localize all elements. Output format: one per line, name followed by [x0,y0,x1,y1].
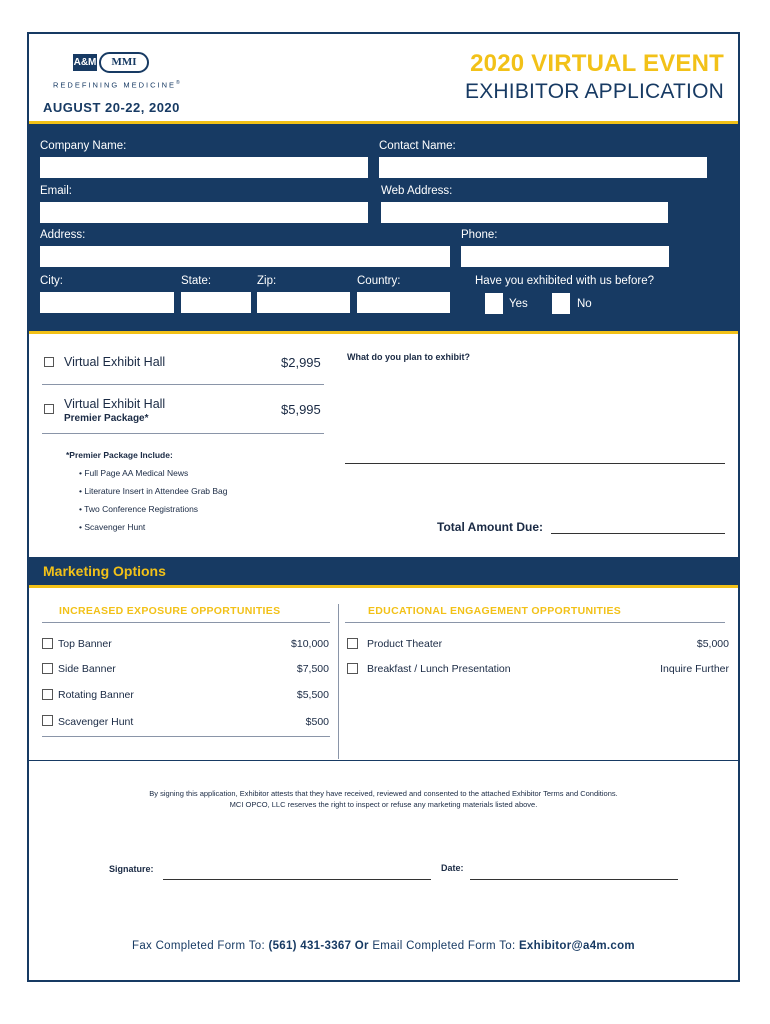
product-theater-checkbox[interactable] [347,638,358,649]
submission-instructions [29,940,738,952]
package-checkbox-premier[interactable] [44,404,54,414]
yes-checkbox[interactable] [485,293,503,314]
date-label: Date: [441,863,464,873]
country-label: Country: [357,275,401,287]
package-name-standard: Virtual Exhibit Hall [64,355,166,369]
exhibit-answer-line[interactable] [345,463,725,464]
divider [42,622,330,623]
marketing-options-title: Marketing Options [43,563,166,579]
rotating-banner-price: $5,500 [296,689,329,701]
email-link[interactable]: Exhibitor@a4m.com [518,940,635,952]
divider [42,433,324,434]
tagline-text: REDEFINING MEDICINE [53,80,177,90]
yes-label: Yes [509,298,528,310]
premier-item: • Literature Insert in Attendee Grab Bag [79,486,228,496]
product-theater-label: Product Theater [367,638,443,650]
web-address-field[interactable] [381,202,668,223]
package-name-premier: Virtual Exhibit Hall [64,397,166,411]
premier-item: • Full Page AA Medical News [79,468,189,478]
company-name-label: Company Name: [40,140,127,152]
column-divider [338,604,339,759]
fax-number: (561) 431-3367 [268,940,352,952]
registered-mark: ® [176,80,180,86]
package-price-premier: $5,995 [281,402,321,417]
fax-prefix: Fax Completed Form To: [132,940,265,952]
city-label: City: [40,275,63,287]
divider [42,384,324,385]
legal-line-1: By signing this application, Exhibitor attests that they have received, reviewed and consented to the attached Exhibitor Terms and Conditions. [149,789,618,798]
company-name-field[interactable] [40,157,368,178]
city-field[interactable] [40,292,174,313]
phone-label: Phone: [461,229,498,241]
or-text: Or [354,940,369,952]
exhibited-question: Have you exhibited with us before? [475,275,654,287]
side-banner-label: Side Banner [58,663,116,675]
premier-includes-heading: *Premier Package Include: [66,450,173,460]
scavenger-hunt-label: Scavenger Hunt [58,716,134,728]
web-address-label: Web Address: [381,185,453,197]
zip-field[interactable] [257,292,350,313]
country-field[interactable] [357,292,450,313]
side-banner-price: $7,500 [296,663,329,675]
address-field[interactable] [40,246,450,267]
package-checkbox-standard[interactable] [44,357,54,367]
event-title: 2020 VIRTUAL EVENT [470,50,724,77]
top-banner-label: Top Banner [58,638,112,650]
legal-line-2: MCI OPCO, LLC reserves the right to inspect or refuse any marketing materials listed above. [229,800,538,809]
contact-name-label: Contact Name: [379,140,456,152]
breakfast-lunch-checkbox[interactable] [347,663,358,674]
contact-section [29,121,738,334]
date-line[interactable] [470,879,678,880]
event-dates: AUGUST 20-22, 2020 [43,100,180,115]
top-banner-checkbox[interactable] [42,638,53,649]
scavenger-hunt-checkbox[interactable] [42,715,53,726]
rotating-banner-label: Rotating Banner [58,689,134,701]
mmi-logo: MMI [99,52,149,73]
tagline [53,80,180,90]
marketing-header-band [29,557,738,588]
package-subtitle-premier: Premier Package* [64,413,149,424]
divider [345,622,725,623]
application-form [27,32,740,982]
a4m-logo: A&M [73,54,97,71]
total-amount-line[interactable] [551,533,725,534]
email-prefix: Email Completed Form To: [372,940,516,952]
zip-label: Zip: [257,275,277,287]
contact-name-field[interactable] [379,157,707,178]
side-banner-checkbox[interactable] [42,663,53,674]
signature-label: Signature: [109,864,154,874]
state-label: State: [181,275,212,287]
premier-item: • Two Conference Registrations [79,504,199,514]
top-banner-price: $10,000 [291,638,329,650]
address-label: Address: [40,229,86,241]
increased-exposure-heading: INCREASED EXPOSURE OPPORTUNITIES [59,605,281,617]
exhibit-question: What do you plan to exhibit? [347,352,470,362]
package-price-standard: $2,995 [281,355,321,370]
no-checkbox[interactable] [552,293,570,314]
email-field[interactable] [40,202,368,223]
divider [42,736,330,737]
state-field[interactable] [181,292,251,313]
product-theater-price: $5,000 [696,638,729,650]
breakfast-lunch-label: Breakfast / Lunch Presentation [367,663,511,675]
signature-line[interactable] [163,879,431,880]
total-amount-label: Total Amount Due: [437,520,543,534]
phone-field[interactable] [461,246,669,267]
rotating-banner-checkbox[interactable] [42,689,53,700]
educational-engagement-heading: EDUCATIONAL ENGAGEMENT OPPORTUNITIES [368,605,622,617]
form-title: EXHIBITOR APPLICATION [465,80,724,103]
email-label: Email: [40,185,72,197]
breakfast-lunch-price: Inquire Further [660,663,729,675]
scavenger-hunt-price: $500 [305,716,329,728]
section-divider [29,760,738,761]
no-label: No [577,298,592,310]
premier-item: • Scavenger Hunt [79,522,146,532]
